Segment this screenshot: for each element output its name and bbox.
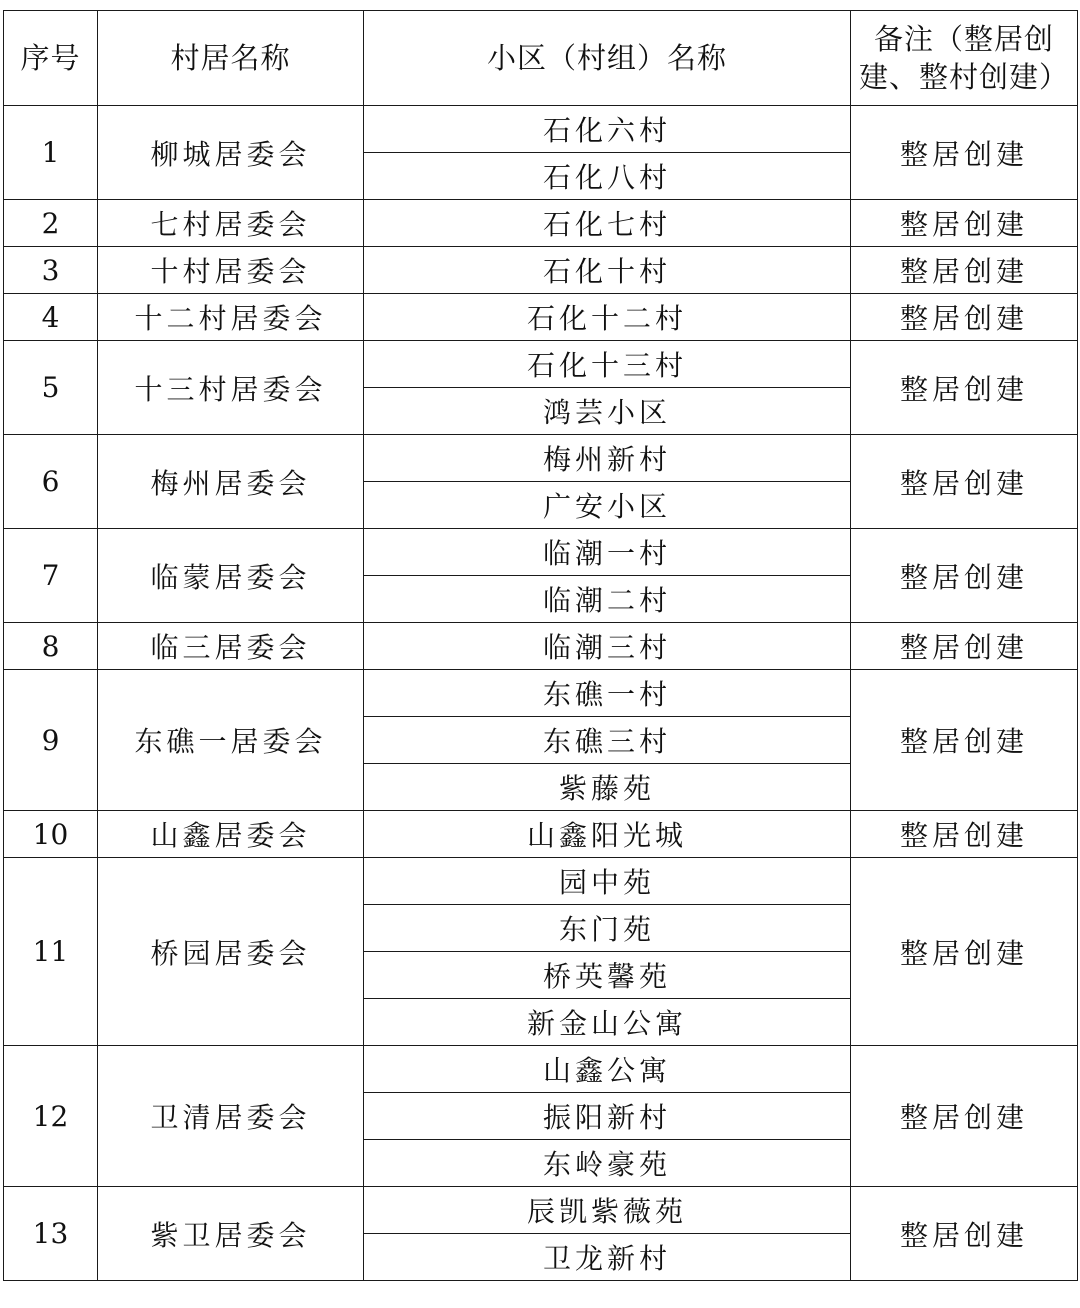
table-row [4, 294, 1078, 341]
seq-cell: 5 [4, 341, 98, 435]
community-cell: 石化十二村 [364, 294, 851, 341]
remark-cell: 整居创建 [851, 811, 1078, 858]
seq-cell: 9 [4, 670, 98, 811]
remark-cell: 整居创建 [851, 435, 1078, 529]
community-cell: 辰凯紫薇苑 [364, 1187, 851, 1234]
table-body [4, 106, 1078, 1281]
header-remark: 备注（整居创建、整村创建） [851, 11, 1078, 106]
community-cell: 石化六村 [364, 106, 851, 153]
remark-cell: 整居创建 [851, 1187, 1078, 1281]
community-cell: 桥英馨苑 [364, 952, 851, 999]
committee-cell: 七村居委会 [98, 200, 364, 247]
table-row [4, 858, 1078, 905]
seq-cell: 10 [4, 811, 98, 858]
seq-cell: 4 [4, 294, 98, 341]
remark-cell: 整居创建 [851, 670, 1078, 811]
community-cell: 临潮一村 [364, 529, 851, 576]
remark-cell: 整居创建 [851, 858, 1078, 1046]
community-cell: 石化七村 [364, 200, 851, 247]
seq-cell: 1 [4, 106, 98, 200]
remark-cell: 整居创建 [851, 200, 1078, 247]
table-row [4, 247, 1078, 294]
seq-cell: 2 [4, 200, 98, 247]
header-committee: 村居名称 [98, 11, 364, 106]
remark-cell: 整居创建 [851, 106, 1078, 200]
table-row [4, 670, 1078, 717]
remark-cell: 整居创建 [851, 623, 1078, 670]
table-header [4, 11, 1078, 106]
community-cell: 园中苑 [364, 858, 851, 905]
header-row [4, 11, 1078, 106]
committee-cell: 临蒙居委会 [98, 529, 364, 623]
committee-cell: 柳城居委会 [98, 106, 364, 200]
committee-cell: 桥园居委会 [98, 858, 364, 1046]
seq-cell: 13 [4, 1187, 98, 1281]
community-cell: 山鑫阳光城 [364, 811, 851, 858]
committee-cell: 紫卫居委会 [98, 1187, 364, 1281]
remark-cell: 整居创建 [851, 341, 1078, 435]
seq-cell: 8 [4, 623, 98, 670]
table-row [4, 341, 1078, 388]
remark-cell: 整居创建 [851, 294, 1078, 341]
community-cell: 东门苑 [364, 905, 851, 952]
committee-cell: 十村居委会 [98, 247, 364, 294]
table-row [4, 623, 1078, 670]
committee-cell: 临三居委会 [98, 623, 364, 670]
table-row [4, 435, 1078, 482]
community-cell: 临潮二村 [364, 576, 851, 623]
table-row [4, 1187, 1078, 1234]
community-cell: 临潮三村 [364, 623, 851, 670]
community-cell: 振阳新村 [364, 1093, 851, 1140]
seq-cell: 6 [4, 435, 98, 529]
remark-cell: 整居创建 [851, 1046, 1078, 1187]
table-row [4, 1046, 1078, 1093]
community-cell: 石化八村 [364, 153, 851, 200]
table-row [4, 106, 1078, 153]
header-seq: 序号 [4, 11, 98, 106]
community-cell: 紫藤苑 [364, 764, 851, 811]
community-cell: 卫龙新村 [364, 1234, 851, 1281]
committee-cell: 十三村居委会 [98, 341, 364, 435]
community-cell: 东礁一村 [364, 670, 851, 717]
committee-cell: 东礁一居委会 [98, 670, 364, 811]
committee-cell: 梅州居委会 [98, 435, 364, 529]
community-cell: 山鑫公寓 [364, 1046, 851, 1093]
seq-cell: 3 [4, 247, 98, 294]
table-row [4, 200, 1078, 247]
remark-cell: 整居创建 [851, 247, 1078, 294]
seq-cell: 11 [4, 858, 98, 1046]
community-table [3, 10, 1078, 1281]
remark-cell: 整居创建 [851, 529, 1078, 623]
community-cell: 新金山公寓 [364, 999, 851, 1046]
community-cell: 石化十村 [364, 247, 851, 294]
community-cell: 梅州新村 [364, 435, 851, 482]
seq-cell: 12 [4, 1046, 98, 1187]
community-cell: 石化十三村 [364, 341, 851, 388]
table-row [4, 811, 1078, 858]
community-cell: 东礁三村 [364, 717, 851, 764]
community-cell: 广安小区 [364, 482, 851, 529]
committee-cell: 卫清居委会 [98, 1046, 364, 1187]
table-row [4, 529, 1078, 576]
community-cell: 东岭豪苑 [364, 1140, 851, 1187]
community-cell: 鸿芸小区 [364, 388, 851, 435]
header-community: 小区（村组）名称 [364, 11, 851, 106]
seq-cell: 7 [4, 529, 98, 623]
committee-cell: 山鑫居委会 [98, 811, 364, 858]
committee-cell: 十二村居委会 [98, 294, 364, 341]
